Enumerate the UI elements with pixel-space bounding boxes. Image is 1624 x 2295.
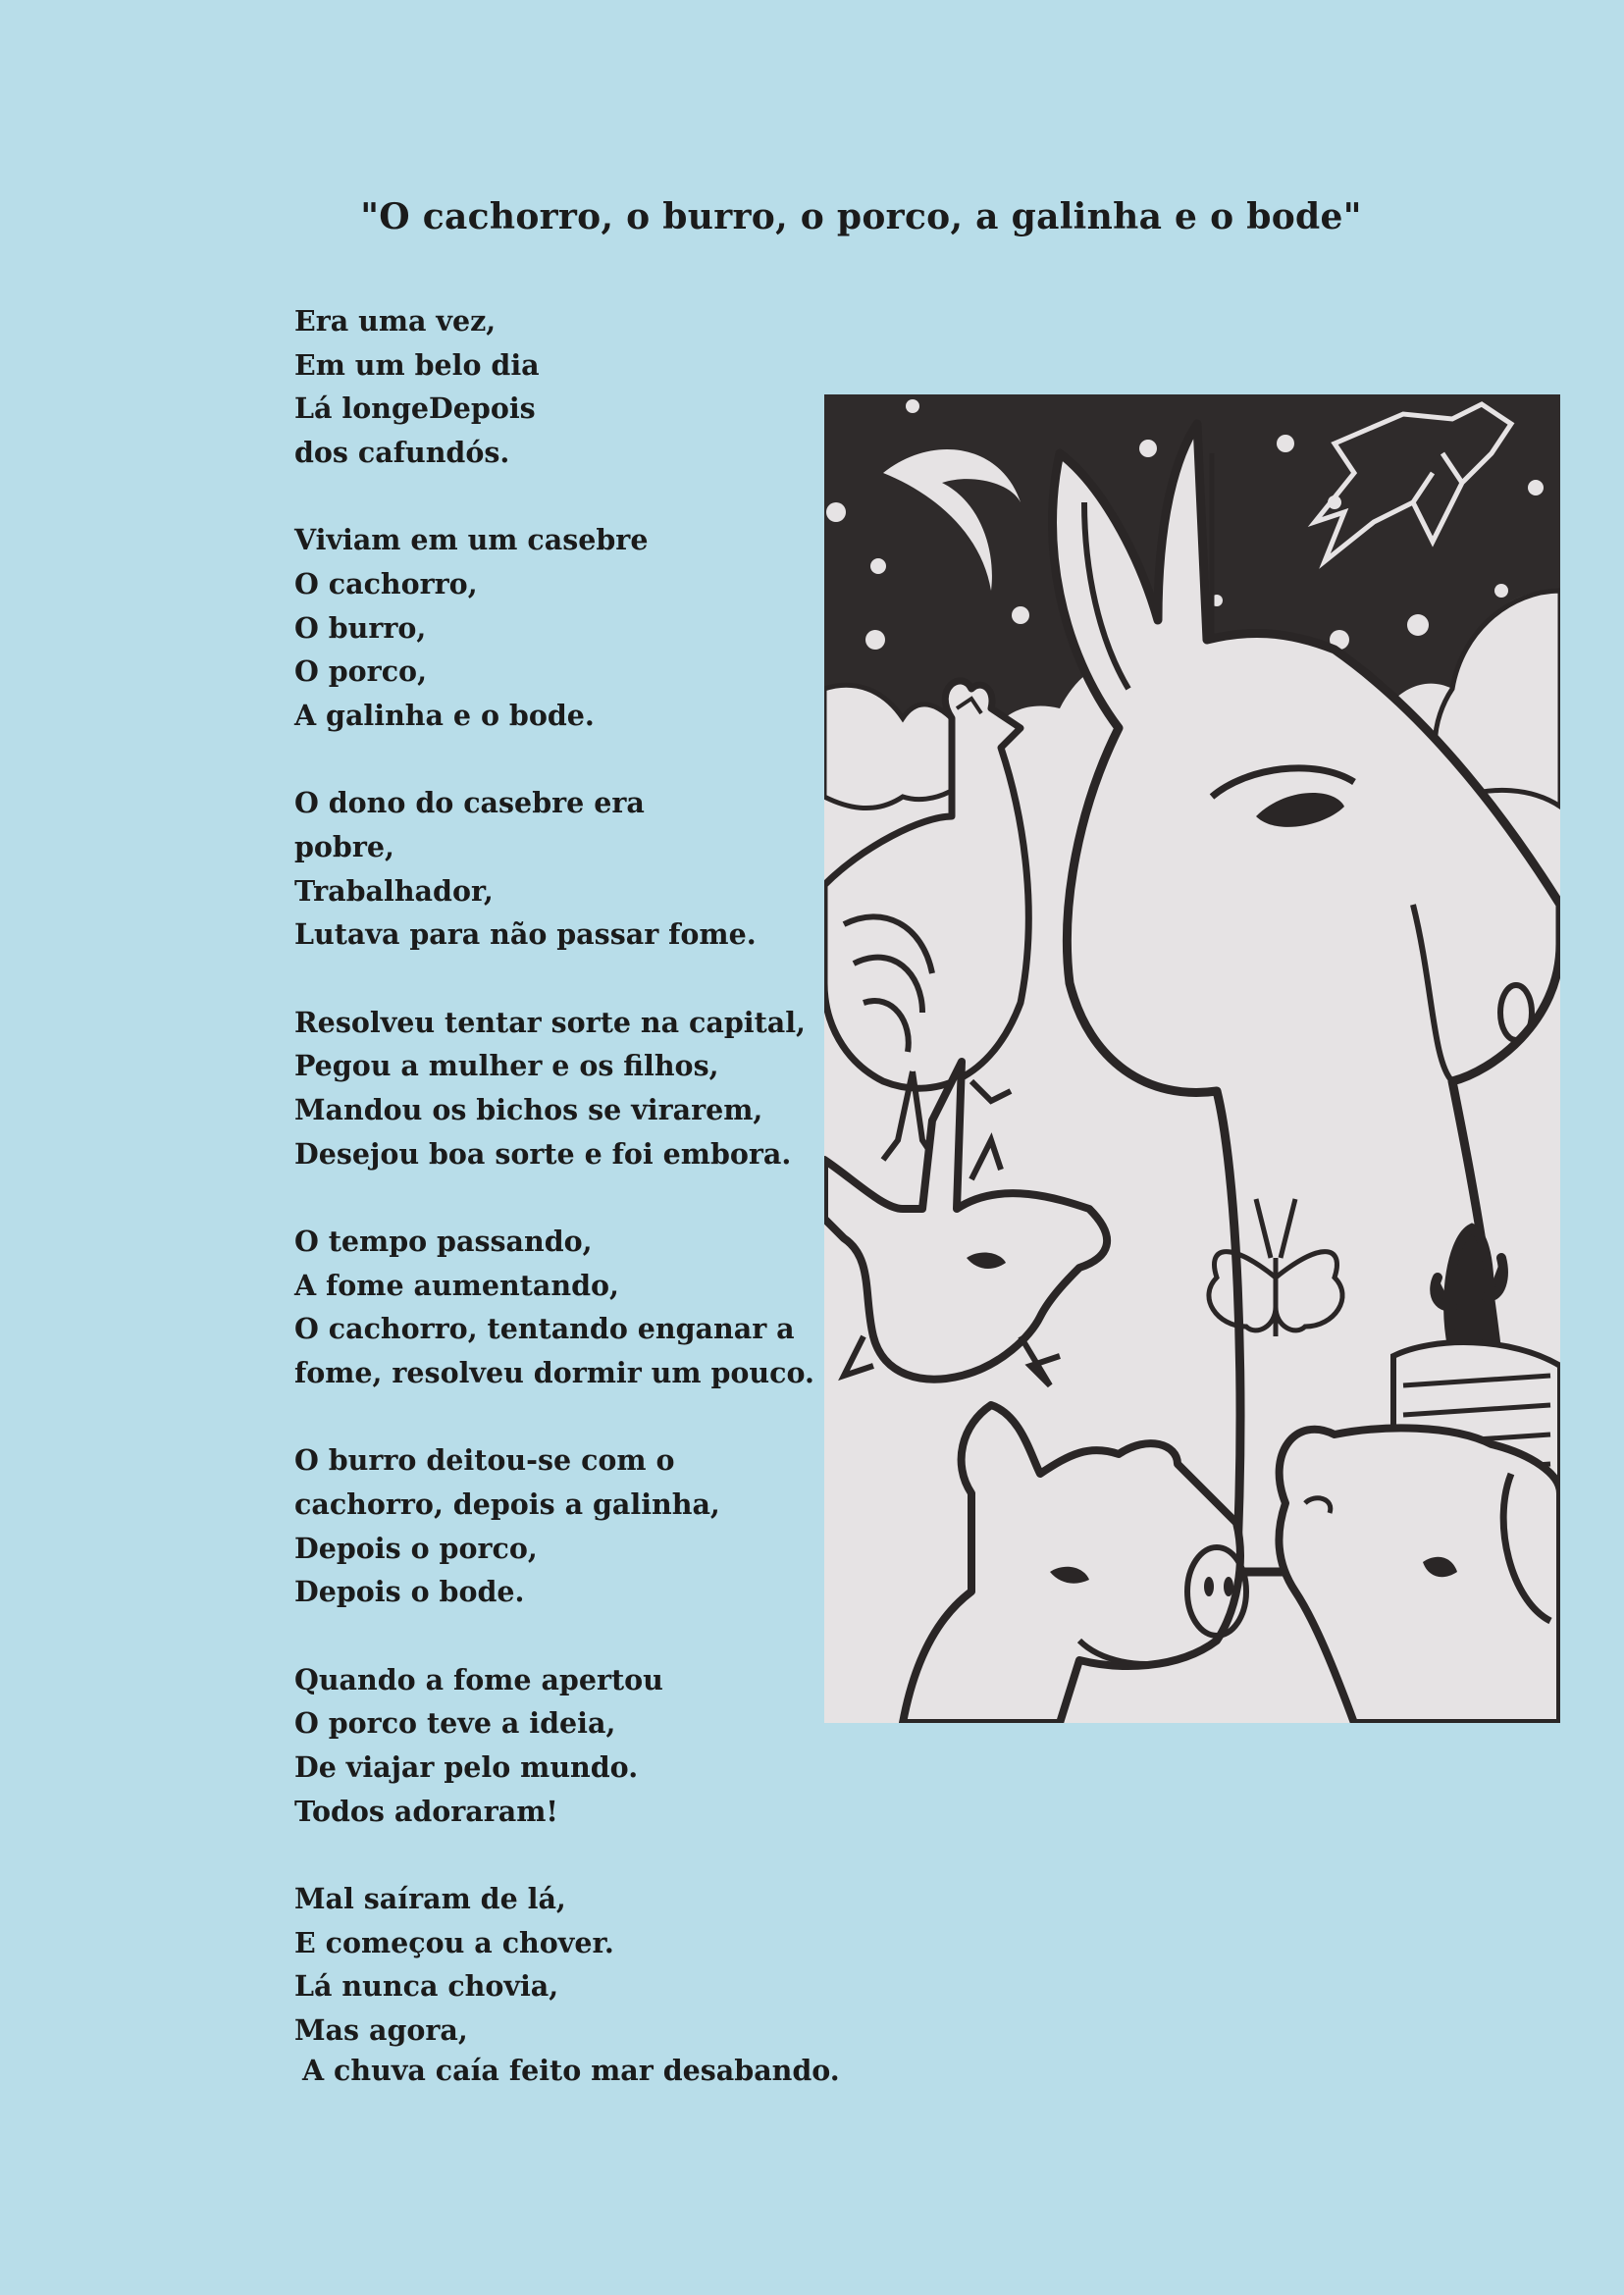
poem-line: O porco, [294,654,427,689]
poem-line: dos cafundós. [294,435,510,469]
stanza-2 [294,518,844,737]
poem-line: Depois o bode. [294,1575,525,1609]
stanza-4 [294,1001,844,1175]
poem-line: Trabalhador, [294,873,494,908]
poem-line: Mandou os bichos se virarem, [294,1092,763,1126]
stanza-7 [294,1658,844,1833]
stanza-5 [294,1220,844,1394]
poem-line: Mas agora, [294,2013,468,2047]
illustration-canvas [824,394,1560,1723]
poem-line: Resolveu tentar sorte na capital, [294,1005,806,1039]
poem-line: Todos adoraram! [294,1794,558,1828]
poem-body [294,299,844,2132]
poem-line: Mal saíram de lá, [294,1882,566,1916]
poem-line: Lá longeDepois [294,391,536,426]
stanza-8 [294,1877,844,2087]
poem-line: Desejou boa sorte e foi embora. [294,1136,792,1171]
poem-line: O dono do casebre era [294,786,645,820]
poem-line: Quando a fome apertou [294,1662,663,1696]
poem-title: "O cachorro, o burro, o porco, a galinha e o bode" [360,196,1362,237]
stanza-1 [294,299,844,474]
poem-line: Viviam em um casebre [294,523,649,557]
poem-line: O burro deitou-se com o [294,1443,675,1478]
poem-line: O burro, [294,610,427,645]
poem-line: A fome aumentando, [294,1268,619,1302]
poem-line: Em um belo dia [294,347,540,382]
poem-line: O tempo passando, [294,1225,593,1259]
stanza-3 [294,781,844,956]
poem-line: De viajar pelo mundo. [294,1750,639,1785]
stanza-6 [294,1438,844,1613]
poem-line: A galinha e o bode. [294,698,595,732]
poem-line: Pegou a mulher e os filhos, [294,1049,719,1083]
poem-line: Lá nunca chovia, [294,1969,559,2004]
poem-line: O cachorro, [294,566,478,600]
animals-illustration [824,394,1560,1723]
poem-line: E começou a chover. [294,1925,614,1959]
poem-line: O cachorro, tentando enganar a [294,1312,795,1346]
poem-line: fome, resolveu dormir um pouco. [294,1355,814,1389]
poem-line: A chuva caía feito mar desabando. [302,2053,840,2087]
poem-line: Era uma vez, [294,304,497,338]
poem-line: Lutava para não passar fome. [294,917,757,952]
poem-line: pobre, [294,829,394,863]
poem-line: O porco teve a ideia, [294,1706,616,1741]
poem-line: Depois o porco, [294,1531,538,1565]
poem-line: cachorro, depois a galinha, [294,1487,720,1522]
